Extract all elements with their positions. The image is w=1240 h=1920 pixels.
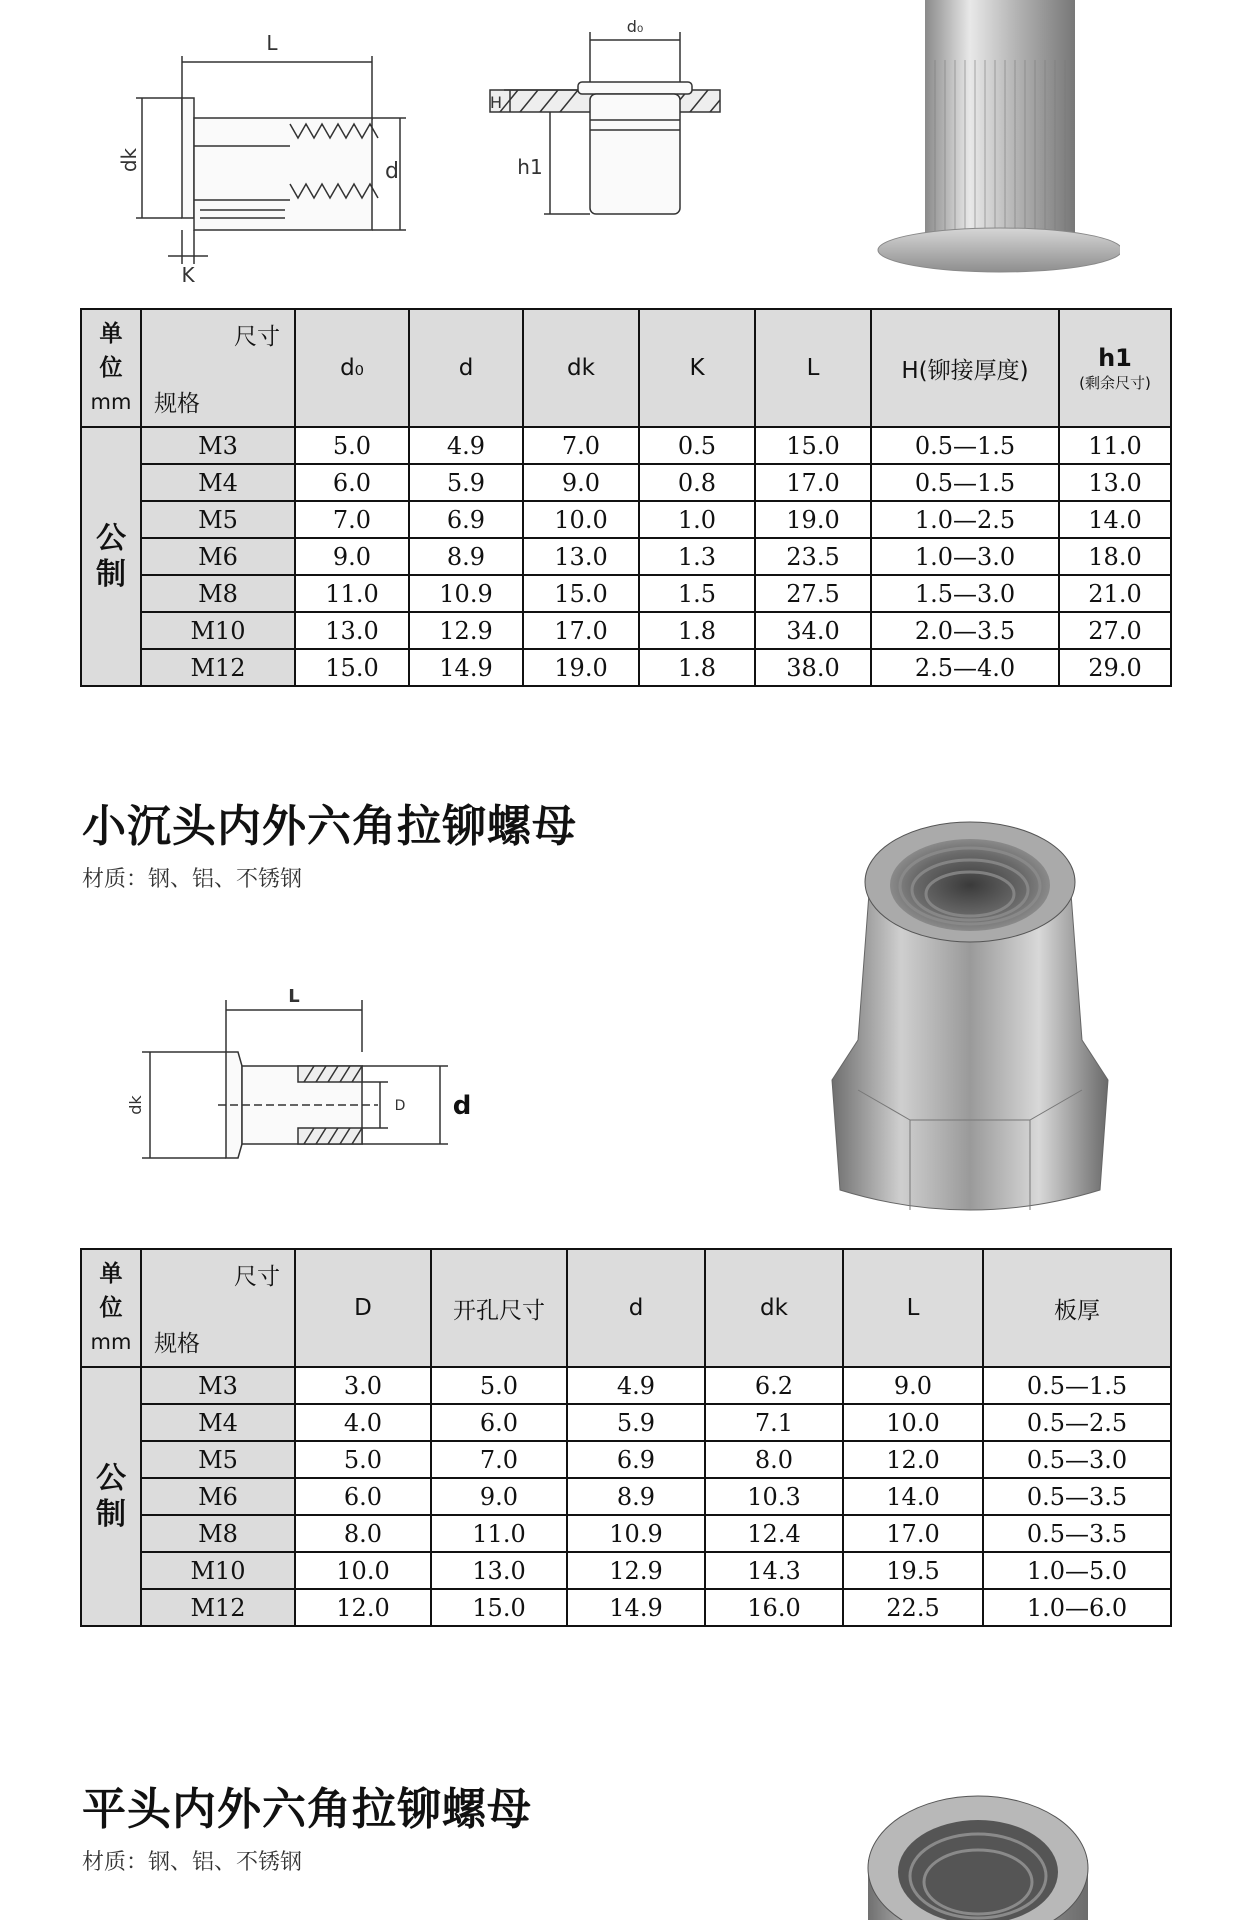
unit-cell [81, 309, 141, 427]
col-header: d [409, 309, 523, 427]
table-cell: 7.0 [431, 1441, 567, 1478]
rivet-nut-side-diagram [110, 20, 410, 290]
table-cell: 11.0 [295, 575, 409, 612]
table-cell: 7.1 [705, 1404, 843, 1441]
table-row [81, 612, 1171, 649]
spec-name-cell: M6 [141, 1478, 295, 1515]
unit-label: 单位 [99, 321, 123, 381]
table-cell: 2.0—3.5 [871, 612, 1059, 649]
col-header: L [755, 309, 871, 427]
table-cell: 14.9 [409, 649, 523, 686]
col-header: d [567, 1249, 705, 1367]
table-row [81, 1404, 1171, 1441]
spec-name-cell: M6 [141, 538, 295, 575]
spec-name-cell: M10 [141, 1552, 295, 1589]
table-cell: 10.9 [567, 1515, 705, 1552]
spec-name-cell: M12 [141, 1589, 295, 1626]
label-L: L [288, 986, 300, 1007]
table-cell: 9.0 [431, 1478, 567, 1515]
section2-material: 材质：钢、铝、不锈钢 [82, 867, 303, 892]
label-K: K [181, 263, 195, 287]
table-cell: 15.0 [755, 427, 871, 464]
table-cell: 12.9 [567, 1552, 705, 1589]
table-cell: 16.0 [705, 1589, 843, 1626]
section2-title: 小沉头内外六角拉铆螺母 [82, 801, 577, 852]
table-cell: 1.5—3.0 [871, 575, 1059, 612]
table-cell: 5.9 [567, 1404, 705, 1441]
table-cell: 19.5 [843, 1552, 983, 1589]
col-header: 开孔尺寸 [431, 1249, 567, 1367]
table-row [81, 501, 1171, 538]
table-cell: 6.0 [431, 1404, 567, 1441]
table-cell: 11.0 [431, 1515, 567, 1552]
table-cell: 22.5 [843, 1589, 983, 1626]
table-cell: 6.9 [409, 501, 523, 538]
unit-label: 单位 [99, 1261, 123, 1321]
table-row [81, 464, 1171, 501]
table-cell: 8.0 [705, 1441, 843, 1478]
label-d0: d₀ [626, 17, 644, 36]
table-cell: 8.9 [409, 538, 523, 575]
spec-name-cell: M3 [141, 427, 295, 464]
table-cell: 1.8 [639, 649, 755, 686]
table-cell: 1.0—3.0 [871, 538, 1059, 575]
spec-name-cell: M8 [141, 1515, 295, 1552]
diag-header-cell [141, 1249, 295, 1367]
label-d: d [452, 1091, 472, 1121]
table-cell: 9.0 [295, 538, 409, 575]
table-cell: 0.5 [639, 427, 755, 464]
col-header: d₀ [295, 309, 409, 427]
diag-top-label: 尺寸 [234, 324, 280, 350]
table-cell: 23.5 [755, 538, 871, 575]
spec-name-cell: M3 [141, 1367, 295, 1404]
table-cell: 19.0 [523, 649, 639, 686]
table-cell: 0.5—1.5 [871, 427, 1059, 464]
table-cell: 2.5—4.0 [871, 649, 1059, 686]
table-cell: 3.0 [295, 1367, 431, 1404]
table-cell: 5.0 [295, 427, 409, 464]
section3-title: 平头内外六角拉铆螺母 [82, 1784, 532, 1835]
table-cell: 27.5 [755, 575, 871, 612]
spec-name-cell: M5 [141, 501, 295, 538]
diag-top-label: 尺寸 [234, 1264, 280, 1290]
countersunk-hex-diagram [118, 980, 498, 1170]
table-cell: 21.0 [1059, 575, 1171, 612]
unit-suffix: mm [90, 390, 132, 414]
table-row [81, 1367, 1171, 1404]
table-cell: 1.8 [639, 612, 755, 649]
spec-name-cell: M8 [141, 575, 295, 612]
table-cell: 4.9 [409, 427, 523, 464]
table-cell: 14.0 [1059, 501, 1171, 538]
table-cell: 7.0 [295, 501, 409, 538]
table-cell: 12.9 [409, 612, 523, 649]
table-cell: 38.0 [755, 649, 871, 686]
table-cell: 13.0 [295, 612, 409, 649]
table-cell: 15.0 [431, 1589, 567, 1626]
col-header [1059, 309, 1171, 427]
rivet-installed-diagram [470, 10, 740, 250]
table-row [81, 1441, 1171, 1478]
table-row [81, 1478, 1171, 1515]
table-cell: 1.0—6.0 [983, 1589, 1171, 1626]
col-header: D [295, 1249, 431, 1367]
table-cell: 11.0 [1059, 427, 1171, 464]
table-cell: 5.9 [409, 464, 523, 501]
spec-table-1 [80, 308, 1172, 687]
col-header: dk [705, 1249, 843, 1367]
table-cell: 14.3 [705, 1552, 843, 1589]
spec-name-cell: M12 [141, 649, 295, 686]
table-cell: 1.5 [639, 575, 755, 612]
label-H: H [489, 93, 503, 112]
category-label: 公制 [96, 520, 126, 592]
table-cell: 10.0 [523, 501, 639, 538]
table-cell: 17.0 [755, 464, 871, 501]
table-cell: 1.0 [639, 501, 755, 538]
col-header: K [639, 309, 755, 427]
table-cell: 10.0 [843, 1404, 983, 1441]
table-cell: 5.0 [431, 1367, 567, 1404]
table-cell: 15.0 [295, 649, 409, 686]
table-cell: 0.8 [639, 464, 755, 501]
rivet-nut-photo [870, 0, 1120, 280]
diag-bottom-label: 规格 [154, 1331, 200, 1357]
table-cell: 0.5—1.5 [871, 464, 1059, 501]
table-cell: 1.0—2.5 [871, 501, 1059, 538]
table-cell: 19.0 [755, 501, 871, 538]
table-cell: 4.9 [567, 1367, 705, 1404]
table-cell: 0.5—2.5 [983, 1404, 1171, 1441]
table-cell: 12.0 [843, 1441, 983, 1478]
table-row [81, 538, 1171, 575]
table-cell: 1.0—5.0 [983, 1552, 1171, 1589]
table-cell: 6.0 [295, 464, 409, 501]
table-cell: 34.0 [755, 612, 871, 649]
table-cell: 5.0 [295, 1441, 431, 1478]
table-cell: 18.0 [1059, 538, 1171, 575]
table-row [81, 575, 1171, 612]
table-cell: 12.0 [295, 1589, 431, 1626]
col-header: H(铆接厚度) [871, 309, 1059, 427]
table-cell: 8.9 [567, 1478, 705, 1515]
table-cell: 6.2 [705, 1367, 843, 1404]
table-cell: 8.0 [295, 1515, 431, 1552]
category-label: 公制 [96, 1460, 126, 1532]
table-cell: 0.5—3.0 [983, 1441, 1171, 1478]
diag-bottom-label: 规格 [154, 391, 200, 417]
table-cell: 10.9 [409, 575, 523, 612]
table-cell: 9.0 [843, 1367, 983, 1404]
table-cell: 10.0 [295, 1552, 431, 1589]
label-D: D [394, 1098, 406, 1114]
table-row [81, 1552, 1171, 1589]
table-cell: 4.0 [295, 1404, 431, 1441]
table-cell: 13.0 [523, 538, 639, 575]
table-row [81, 649, 1171, 686]
table-row [81, 427, 1171, 464]
col-header: L [843, 1249, 983, 1367]
table-cell: 13.0 [1059, 464, 1171, 501]
table-cell: 0.5—3.5 [983, 1515, 1171, 1552]
unit-cell [81, 1249, 141, 1367]
spec-name-cell: M4 [141, 464, 295, 501]
table-cell: 6.9 [567, 1441, 705, 1478]
label-d: d [385, 159, 399, 184]
col-header: dk [523, 309, 639, 427]
label-dk: dk [126, 1095, 145, 1115]
table-cell: 0.5—3.5 [983, 1478, 1171, 1515]
spec-name-cell: M10 [141, 612, 295, 649]
label-L: L [266, 31, 278, 55]
table-cell: 14.0 [843, 1478, 983, 1515]
table-cell: 0.5—1.5 [983, 1367, 1171, 1404]
spec-name-cell: M4 [141, 1404, 295, 1441]
diag-header-cell [141, 309, 295, 427]
table-cell: 6.0 [295, 1478, 431, 1515]
col-header-h1-sub: (剩余尺寸) [1079, 373, 1151, 392]
table-cell: 13.0 [431, 1552, 567, 1589]
label-dk: dk [117, 147, 141, 173]
table-cell: 12.4 [705, 1515, 843, 1552]
table-row [81, 1589, 1171, 1626]
spec-name-cell: M5 [141, 1441, 295, 1478]
section3-material: 材质：钢、铝、不锈钢 [82, 1850, 303, 1875]
col-header: 板厚 [983, 1249, 1171, 1367]
table-cell: 1.3 [639, 538, 755, 575]
table-cell: 15.0 [523, 575, 639, 612]
table-cell: 9.0 [523, 464, 639, 501]
label-h1: h1 [517, 155, 543, 179]
table-cell: 29.0 [1059, 649, 1171, 686]
table-cell: 17.0 [523, 612, 639, 649]
table-cell: 27.0 [1059, 612, 1171, 649]
unit-suffix: mm [90, 1330, 132, 1354]
category-cell [81, 427, 141, 686]
table-cell: 17.0 [843, 1515, 983, 1552]
table-cell: 14.9 [567, 1589, 705, 1626]
category-cell [81, 1367, 141, 1626]
table-row [81, 1515, 1171, 1552]
table-cell: 7.0 [523, 427, 639, 464]
table-cell: 10.3 [705, 1478, 843, 1515]
flat-head-hex-nut-photo [848, 1770, 1108, 1920]
countersunk-hex-nut-photo [820, 790, 1120, 1230]
col-header-h1: h1 [1098, 343, 1132, 372]
spec-table-2 [80, 1248, 1172, 1627]
